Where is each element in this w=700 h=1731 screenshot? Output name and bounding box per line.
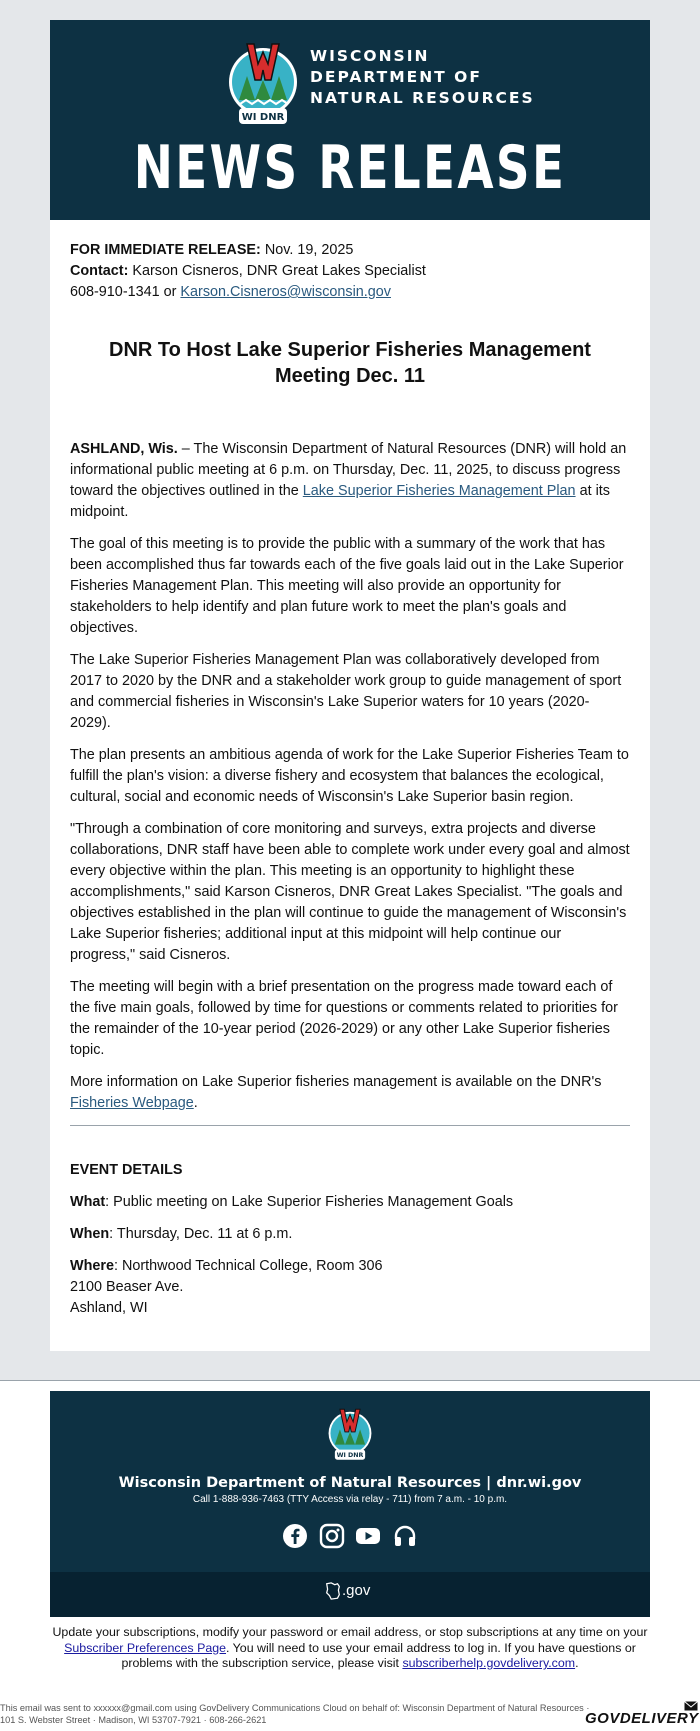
paragraph-2: The goal of this meeting is to provide the public with a summary of the work that has been accomplished thus far towards each of the five goals laid out in the Lake Superior Fisheries Management Plan. This meeting will also provide an opportunity for stakeholders to help identify and plan future work to meet the plan's goals and objectives.	[70, 536, 624, 636]
news-release-title: NEWS RELEASE	[133, 133, 567, 203]
footer-dnr-logo-icon	[325, 1408, 375, 1466]
header-banner	[50, 20, 650, 220]
paragraph-7-text: More information on Lake Superior fisheries management is available on the DNR's	[70, 1074, 602, 1090]
subscription-text-a: Update your subscriptions, modify your password or email address, or stop subscriptions at any time on your	[52, 1625, 648, 1639]
logo-text: WI DNR	[241, 112, 285, 123]
subscription-text-b: . You will need to use your email address to log in. If you have questions or problems with the subscription service, please visit	[121, 1640, 636, 1670]
envelope-icon	[684, 1700, 698, 1712]
facebook-icon[interactable]	[282, 1523, 308, 1549]
paragraph-1	[70, 439, 630, 523]
gov-strip	[50, 1572, 650, 1617]
instagram-icon[interactable]	[319, 1523, 345, 1549]
contact-label: Contact:	[70, 263, 129, 279]
wisconsin-outline-icon	[324, 1581, 342, 1601]
event-what	[70, 1192, 630, 1213]
org-line-2: DEPARTMENT OF	[310, 68, 482, 86]
what-value: : Public meeting on Lake Superior Fisheries Management Goals	[105, 1194, 514, 1210]
social-links	[50, 1523, 650, 1549]
footer-banner	[50, 1391, 650, 1617]
youtube-icon[interactable]	[355, 1523, 381, 1549]
event-where	[70, 1256, 630, 1319]
podcast-icon[interactable]	[392, 1523, 418, 1549]
footer-logo-text: WI DNR	[336, 1452, 364, 1460]
paragraph-7	[70, 1072, 630, 1114]
plan-link[interactable]: Lake Superior Fisheries Management Plan	[302, 483, 576, 499]
gov-logo-text: .gov	[342, 1581, 371, 1599]
paragraph-6: The meeting will begin with a brief presentation on the progress made toward each of the five main goals, followed by time for questions or comments related to priorities for the remainder of the 10-year period (2026-2029) or any other Lake Superior fisheries topic.	[70, 979, 618, 1058]
release-meta	[70, 240, 630, 303]
contact-phone: 608-910-1341	[70, 284, 160, 300]
release-content	[50, 220, 650, 1351]
where-label: Where	[70, 1258, 114, 1274]
subscription-notice	[50, 1625, 650, 1672]
what-label: What	[70, 1194, 106, 1210]
fisheries-webpage-link[interactable]: Fisheries Webpage	[70, 1095, 194, 1111]
footer-call-info: Call 1-888-936-7463 (TTY Access via relay - 711) from 7 a.m. - 10 p.m.	[192, 1494, 508, 1505]
address-line-1: 2100 Beaser Ave.	[70, 1279, 184, 1295]
dateline: ASHLAND, Wis.	[70, 441, 178, 457]
fineprint: This email was sent to xxxxxx@gmail.com using GovDelivery Communications Cloud on behalf of: Wisconsin Department of Natural Resources · 101 S. Webster Street · Madison, WI 53707-7921 · 608-266-2621	[0, 1703, 590, 1725]
paragraph-5: "Through a combination of core monitoring and surveys, extra projects and diverse collaborations, DNR staff have been able to complete work under every goal and almost every objective within the plan. This meeting is an opportunity to highlight these accomplishments," said Karson Cisneros, DNR Great Lakes Specialist. "The goals and objectives established in the plan will continue to guide the management of Wisconsin's Lake Superior fisheries; additional input at this midpoint will help continue our progress," said Cisneros.	[70, 821, 630, 963]
when-label: When	[70, 1226, 110, 1242]
subscriber-help-link[interactable]: subscriberhelp.govdelivery.com	[402, 1656, 576, 1670]
paragraph-3: The Lake Superior Fisheries Management Plan was collaboratively developed from 2017 to 2020 by the DNR and a stakeholder work group to guide management of sport and commercial fisheries in Wisconsin's Lake Superior waters for 10 years (2020-2029).	[70, 652, 622, 731]
subscription-text-c: .	[575, 1656, 579, 1670]
event-when	[70, 1224, 630, 1245]
address-line-2: Ashland, WI	[70, 1300, 148, 1316]
when-value: : Thursday, Dec. 11 at 6 p.m.	[109, 1226, 293, 1242]
section-divider	[70, 1125, 630, 1126]
footer-divider	[0, 1380, 700, 1381]
paragraph-1-end: at its midpoint.	[70, 483, 610, 520]
subscriber-preferences-link[interactable]: Subscriber Preferences Page	[64, 1640, 227, 1655]
govdelivery-logo: GOVDELIVERY	[585, 1710, 699, 1727]
footer-org-name: Wisconsin Department of Natural Resources | dnr.wi.gov	[118, 1475, 582, 1491]
paragraph-7-end: .	[193, 1095, 198, 1111]
org-line-1: WISCONSIN	[310, 47, 430, 65]
release-label: FOR IMMEDIATE RELEASE:	[70, 242, 261, 258]
where-value: : Northwood Technical College, Room 306	[113, 1258, 383, 1274]
contact-name: Karson Cisneros, DNR Great Lakes Specialist	[132, 263, 426, 279]
org-line-3: NATURAL RESOURCES	[310, 89, 535, 107]
headline: DNR To Host Lake Superior Fisheries Management Meeting Dec. 11	[109, 339, 591, 387]
contact-email-link[interactable]: Karson.Cisneros@wisconsin.gov	[180, 284, 391, 300]
news-card	[50, 20, 650, 1351]
gov-logo	[324, 1581, 370, 1601]
release-date: Nov. 19, 2025	[264, 242, 354, 258]
event-details-title: EVENT DETAILS	[70, 1162, 183, 1178]
paragraph-1-text: – The Wisconsin Department of Natural Resources (DNR) will hold an informational public meeting at 6 p.m. on Thursday, Dec. 11, 2025, to discuss progress toward the objectives outlined in the	[70, 441, 627, 499]
org-name	[310, 46, 535, 109]
dnr-logo-icon	[226, 42, 300, 134]
or-word: or	[163, 284, 177, 300]
paragraph-4: The plan presents an ambitious agenda of work for the Lake Superior Fisheries Team to fulfill the plan's vision: a diverse fishery and ecosystem that balances the ecological, cultural, social and economic needs of Wisconsin's Lake Superior basin region.	[70, 747, 629, 805]
